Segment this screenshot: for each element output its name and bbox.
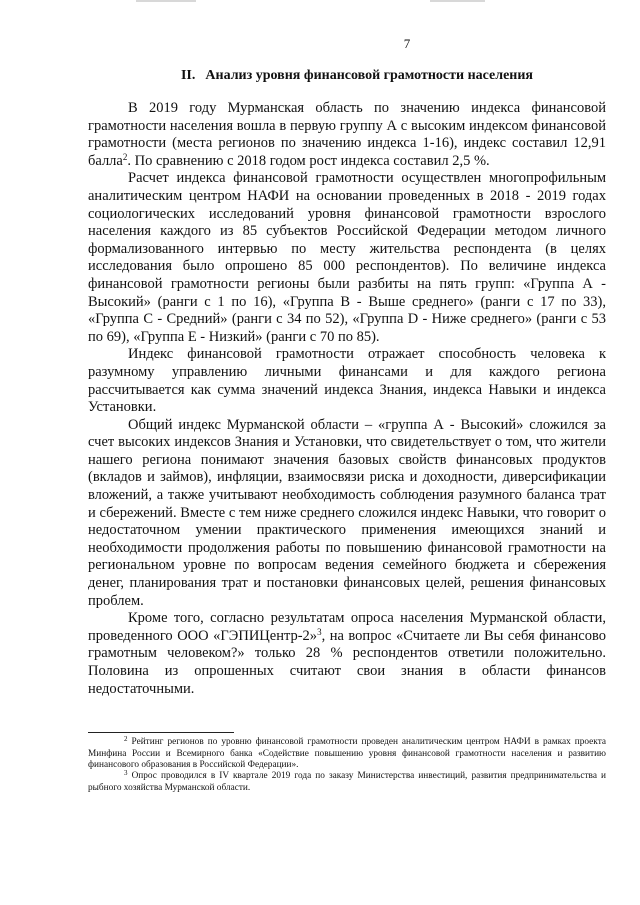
- footnote-2: [88, 737, 606, 771]
- footnote-ref-2: 2: [122, 151, 128, 162]
- section-heading: [88, 68, 606, 84]
- footnote-ref-3: 3: [317, 626, 322, 637]
- scan-artifact-top-right: [430, 0, 485, 2]
- paragraph-1: [88, 100, 606, 170]
- paragraph-1-tail: . По сравнению с 2018 годом рост индекса составил 2,5 %.: [127, 152, 490, 169]
- footnote-2-text: Рейтинг регионов по уровню финансовой грамотности проведен аналитическим центром НАФИ в рамках проекта Минфина России и Всемирного банка «Содействие повышению уровня финансовой грамотности населения и развитию финансового образования в Российской Федерации».: [88, 737, 607, 770]
- paragraph-1-text: В 2019 году Мурманская область по значению индекса финансовой грамотности населения вошла в первую группу А с высоким индексом финансовой грамотности (места регионов по значению индекса 1-16), индекс составил 12,91 балла: [88, 100, 606, 169]
- footnote-separator: [88, 732, 234, 733]
- paragraph-5: [88, 610, 606, 698]
- section-title: Анализ уровня финансовой грамотности населения: [205, 68, 534, 83]
- paragraph-3: Индекс финансовой грамотности отражает способность человека к разумному управлению личными финансами и для каждого региона рассчитывается как сумма значений индекса Знания, индекса Навыки и индекса Установки.: [88, 346, 606, 416]
- footnote-3-text: Опрос проводился в IV квартале 2019 года по заказу Министерства инвестиций, развития предпринимательства и рыбного хозяйства Мурманской области.: [88, 771, 607, 793]
- paragraph-4: Общий индекс Мурманской области – «группа А - Высокий» сложился за счет высоких индексов Знания и Установки, что свидетельствует о том, что жители нашего региона понимают значения базовых свойств финансовых продуктов (вкладов и займов), инфляции, взаимосвязи риска и доходности, диверсификации вложений, а также учитывают необходимость соблюдения разумного баланса трат и сбережений. Вместе с тем ниже среднего сложился индекс Навыки, что говорит о недостаточном умении практического применения имеющихся знаний и необходимости продолжения работы по повышению финансовой грамотности на региональном уровне по вопросам ведения семейного бюджета и сбережения денег, планирования трат и постановки финансовых целей, решения финансовых проблем.: [88, 416, 606, 609]
- paragraph-5-text: Кроме того, согласно результатам опроса населения Мурманской области, проведенного ООО «ГЭПИЦентр-2»: [88, 610, 606, 644]
- page-number: 7: [403, 36, 411, 51]
- section-number: II.: [180, 68, 196, 83]
- body-text: [88, 100, 606, 698]
- footnote-mark-3: 3: [124, 769, 128, 778]
- paragraph-2: Расчет индекса финансовой грамотности осуществлен многопрофильным аналитическим центром НАФИ на основании проведенных в 2018 - 2019 годах социологических исследований уровня финансовой грамотности взрослого населения каждого из 85 субъектов Российской Федерации методом личного формализованного интервью по месту жительства респондента (в целях исследования было опрошено 85 000 респондентов). По величине индекса финансовой грамотности регионы были разбиты на пять групп: «Группа А - Высокий» (ранги с 1 по 16), «Группа В - Выше среднего» (ранги с 17 по 33), «Группа С - Средний» (ранги с 34 по 52), «Группа D - Ниже среднего» (ранги с 53 по 69), «Группа Е - Низкий» (ранги с 70 по 85).: [88, 170, 606, 345]
- footnote-mark-2: 2: [124, 735, 128, 744]
- scan-artifact-top-left: [136, 0, 196, 2]
- footnote-3: [88, 771, 606, 794]
- paragraph-5-tail: , на вопрос «Считаете ли Вы себя финансово грамотным человеком?» только 28 % респондентов ответили положительно. Половина из опрошенных считают свои знания в области финансов недостаточными.: [88, 627, 606, 697]
